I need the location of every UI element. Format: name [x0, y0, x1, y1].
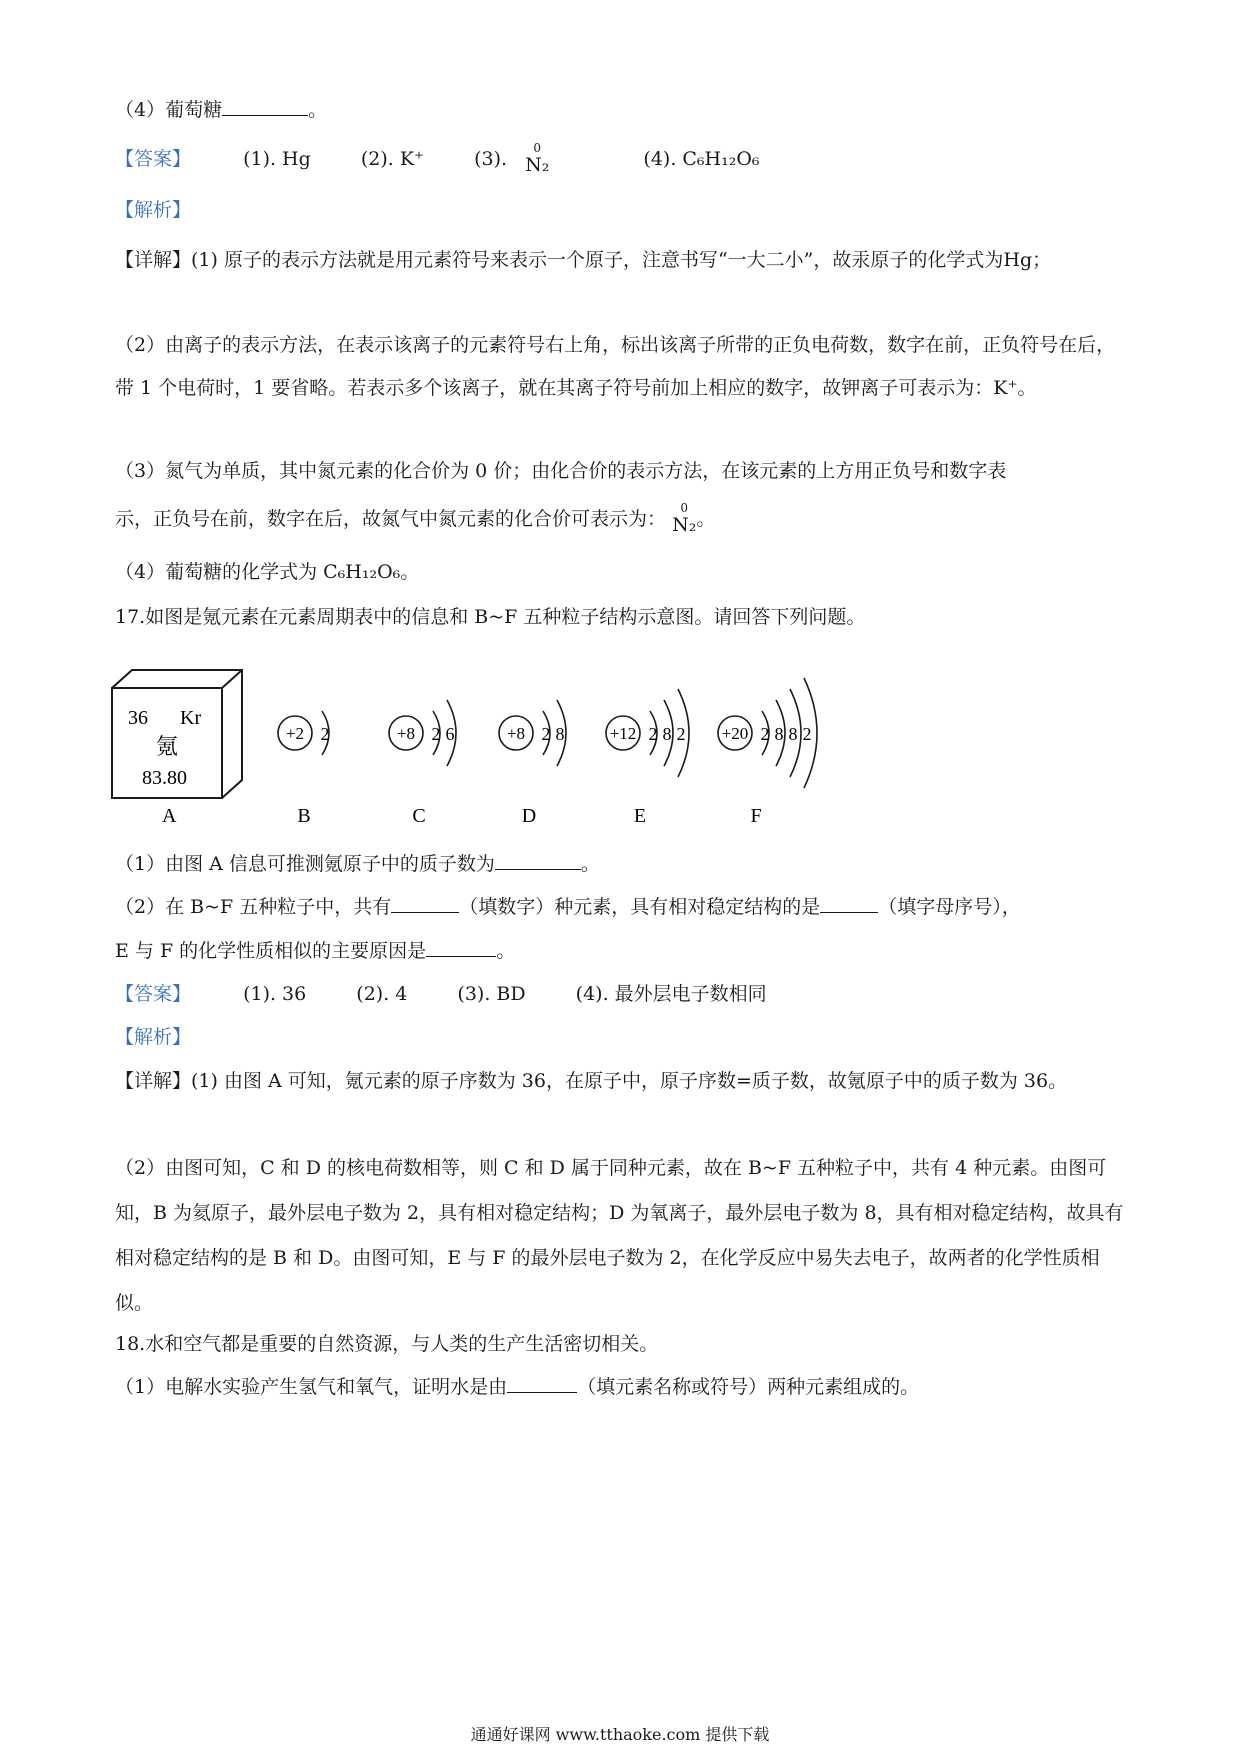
label-B: B [297, 805, 311, 827]
answer-4: (4). C₆H₁₂O₆ [643, 148, 760, 170]
electron-count: 2 [431, 724, 441, 744]
label-A: A [162, 805, 177, 827]
electron-count: 2 [676, 724, 686, 744]
q16-analysis-label: 【解析】 [115, 199, 192, 221]
q17-answer [115, 980, 811, 1008]
nucleus-charge: +8 [506, 724, 526, 743]
electron-count: 2 [760, 724, 770, 744]
electron-count: 2 [320, 724, 330, 744]
q17-q2-line2: E 与 F 的化学性质相似的主要原因是 。 [115, 940, 516, 962]
q16-item4: （4）葡萄糖 。 [115, 99, 328, 121]
q17-q2: （2）在 B~F 五种粒子中，共有 （填数字）种元素，具有相对稳定结构的是 （填字母序号）， [115, 896, 1021, 918]
q16-detail-3b: 示，正负号在前，数字在后，故氮气中氮元素的化合价可表示为： 0 N₂。 [115, 501, 716, 536]
answer-2: (2). 4 [356, 983, 408, 1005]
answer-blank [426, 938, 496, 957]
answer-blank [222, 97, 308, 116]
answer-label: 【答案】 [115, 148, 192, 170]
particle-B [278, 711, 330, 827]
nucleus-charge: +8 [396, 724, 416, 743]
electron-count: 2 [648, 724, 658, 744]
electron-count: 2 [541, 724, 551, 744]
q17-stem: 17.如图是氪元素在元素周期表中的信息和 B~F 五种粒子结构示意图。请回答下列问题。 [115, 606, 866, 628]
answer-3: (3). BD [457, 983, 526, 1005]
nucleus-charge: +2 [285, 724, 305, 743]
q17-detail-2: （2）由图可知，C 和 D 的核电荷数相等，则 C 和 D 属于同种元素，故在 B~F 五种粒子中，共有 4 种元素。由图可知，B 为氦原子，最外层电子数为 2，具有相对稳定结构；D 为氧离子，最外层电子数为 8，具有相对稳定结构，故具有相对稳定结构的是 B 和 D。由图可知，E 与 F 的最外层电子数为 2，在化学反应中易失去电子，故两者的化学性质相似。 [115, 1157, 1124, 1314]
electron-count: 2 [802, 724, 812, 744]
answer-2: (2). K⁺ [360, 148, 425, 170]
q16-detail-4: （4）葡萄糖的化学式为 C₆H₁₂O₆。 [115, 561, 420, 583]
electron-count: 6 [445, 724, 455, 744]
answer-label: 【答案】 [115, 983, 192, 1005]
electron-count: 8 [555, 724, 565, 744]
particle-D [499, 700, 566, 827]
element-symbol: Kr [180, 707, 202, 729]
answer-1: (1). Hg [243, 148, 311, 170]
answer-4: (4). 最外层电子数相同 [575, 983, 767, 1005]
electron-count: 8 [788, 724, 798, 744]
q16-detail-1: 【详解】(1) 原子的表示方法就是用元素符号来表示一个原子，注意书写“一大二小”，故汞原子的化学式为Hg； [115, 249, 1052, 271]
q16-detail-2: （2）由离子的表示方法，在表示该离子的元素符号右上角，标出该离子所带的正负电荷数，数字在前，正负符号在后，带 1 个电荷时，1 要省略。若表示多个该离子，就在其离子符号前加上相应的数字，故钾离子可表示为：K⁺。 [115, 334, 1116, 399]
particle-C [389, 700, 456, 827]
q17-q1: （1）由图 A 信息可推测氪原子中的质子数为 。 [115, 853, 600, 875]
atomic-number: 36 [128, 707, 148, 729]
particle-F [718, 678, 817, 827]
electron-count: 8 [774, 724, 784, 744]
atomic-mass: 83.80 [142, 767, 187, 789]
n2-valence-inline: 0 N₂ [672, 501, 697, 536]
answer-blank [391, 894, 459, 913]
label-D: D [521, 805, 537, 827]
n2-valence: 0 N₂ [525, 141, 550, 176]
q18-stem: 18.水和空气都是重要的自然资源，与人类的生产生活密切相关。 [115, 1333, 659, 1355]
electron-count: 8 [662, 724, 672, 744]
answer-3: (3). [474, 148, 508, 170]
footer: 通通好课网 www.tthaoke.com 提供下载 [470, 1725, 770, 1744]
label-F: F [750, 805, 762, 827]
q16-answer [115, 141, 804, 176]
q17-figure [110, 648, 910, 848]
q17-analysis-label: 【解析】 [115, 1026, 192, 1048]
label-E: E [633, 805, 647, 827]
particle-E [606, 689, 689, 827]
element-name: 氪 [156, 734, 179, 759]
answer-blank [495, 851, 581, 870]
nucleus-charge: +12 [609, 724, 637, 743]
q17-detail-1: 【详解】(1) 由图 A 可知，氪元素的原子序数为 36，在原子中，原子序数=质子数，故氪原子中的质子数为 36。 [115, 1070, 1068, 1092]
answer-blank [820, 894, 878, 913]
q18-q1: （1）电解水实验产生氢气和氧气，证明水是由 （填元素名称或符号）两种元素组成的。 [115, 1376, 920, 1398]
nucleus-charge: +20 [721, 724, 749, 743]
answer-1: (1). 36 [243, 983, 307, 1005]
q16-detail-3a: （3）氮气为单质，其中氮元素的化合价为 0 价；由化合价的表示方法，在该元素的上方用正负号和数字表 [115, 460, 1007, 482]
label-C: C [412, 805, 426, 827]
answer-blank [507, 1374, 577, 1393]
